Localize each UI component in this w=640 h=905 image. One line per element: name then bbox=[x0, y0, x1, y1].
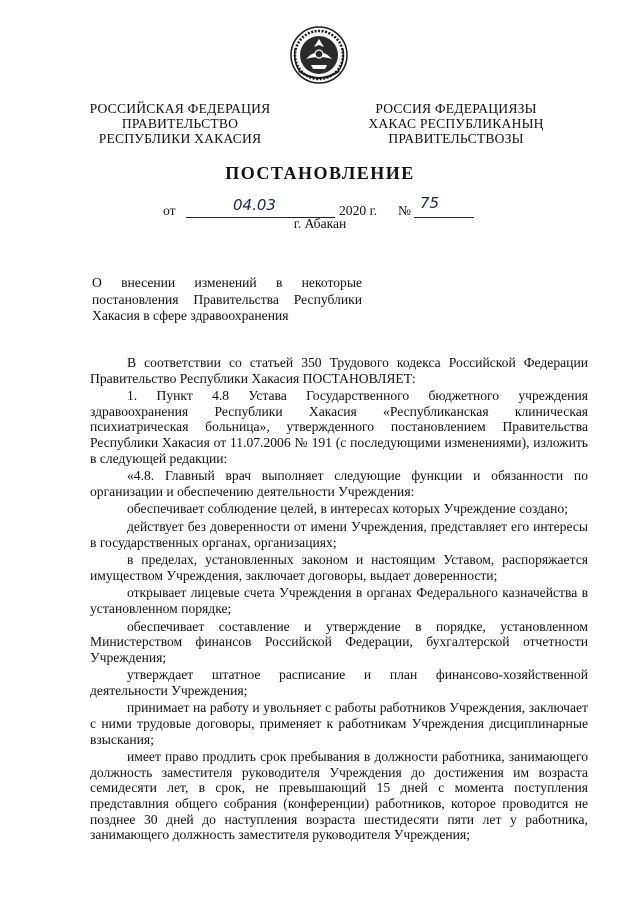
body-paragraph: в пределах, установленных законом и настоящим Уставом, распоряжается имуществом Учреждения, заключает договоры, выдает доверенности; bbox=[90, 552, 588, 583]
body-paragraph: принимает на работу и увольняет с работы работников Учреждения, заключает с ними трудовые договоры, применяет к работникам Учреждения дисциплинарные взыскания; bbox=[90, 700, 588, 747]
document-title: ПОСТАНОВЛЕНИЕ bbox=[225, 163, 415, 183]
body-paragraph: утверждает штатное расписание и план финансово-хозяйственной деятельности Учреждения; bbox=[90, 667, 588, 698]
body-paragraph: обеспечивает соблюдение целей, в интересах которых Учреждение создано; bbox=[127, 501, 568, 517]
subject-block bbox=[92, 275, 362, 325]
body-paragraph: 1. Пункт 4.8 Устава Государственного бюджетного учреждения здравоохранения Республики Хакасия «Республиканская клиническая психиатрическая больница», утвержденного постановлением Правительства Республики Хакасия от 11.07.2006 № 191 (с последующими изменениями), изложить в следующей редакции: bbox=[90, 388, 588, 466]
city-label: г. Абакан bbox=[293, 216, 347, 231]
body-paragraph: открывает лицевые счета Учреждения в органах Федерального казначейства в установленном порядке; bbox=[90, 585, 588, 616]
body-paragraph: обеспечивает составление и утверждение в порядке, установленном Министерством финансов Российской Федерации, бухгалтерской отчетности Учреждения; bbox=[90, 618, 588, 665]
header-left-block bbox=[82, 101, 278, 146]
body-paragraph: действует без доверенности от имени Учреждения, представляет его интересы в государственных органах, организациях; bbox=[90, 518, 588, 550]
coat-of-arms-emblem bbox=[289, 25, 349, 85]
handwritten-date: 04.03 bbox=[233, 196, 276, 214]
header-right-line: ХАКАС РЕСПУБЛИКАНЫҢ bbox=[368, 116, 544, 131]
header-right-line: ПРАВИТЕЛЬСТВОЗЫ bbox=[388, 131, 524, 146]
body-paragraph: В соответствии со статьей 350 Трудового кодекса Российской Федерации Правительство Республики Хакасия ПОСТАНОВЛЯЕТ: bbox=[90, 355, 588, 386]
handwritten-number: 75 bbox=[420, 194, 440, 212]
header-left-line: ПРАВИТЕЛЬСТВО bbox=[121, 116, 239, 131]
header-right-block bbox=[356, 101, 556, 146]
body-paragraph: «4.8. Главный врач выполняет следующие функции и обязанности по организации и обеспечению деятельности Учреждения: bbox=[90, 468, 588, 499]
number-sign: № bbox=[398, 203, 411, 218]
subject-line: постановления Правительства Республики bbox=[92, 291, 362, 307]
document-body bbox=[90, 355, 588, 845]
header-left-line: РЕСПУБЛИКИ ХАКАСИЯ bbox=[98, 131, 262, 146]
subject-line: Хакасия в сфере здравоохранения bbox=[92, 308, 289, 323]
date-year: 2020 г. bbox=[339, 203, 378, 218]
subject-line: О внесении изменений в некоторые bbox=[92, 275, 362, 290]
header-right-line: РОССИЯ ФЕДЕРАЦИЯЗЫ bbox=[375, 101, 537, 116]
body-paragraph: имеет право продлить срок пребывания в должности работника, занимающего должность заместителя руководителя Учреждения до достижения им возраста семидесяти лет, в срок, не превышающий 15 дней с момента поступления представлния общего собрания (конференции) работников, которое проводится не позднее 30 дней до наступления возраста шестидесяти пяти лет у работника, занимающего должность заместителя руководителя Учреждения; bbox=[90, 749, 588, 843]
date-from-label: от bbox=[163, 203, 176, 218]
header-left-line: РОССИЙСКАЯ ФЕДЕРАЦИЯ bbox=[89, 101, 271, 116]
